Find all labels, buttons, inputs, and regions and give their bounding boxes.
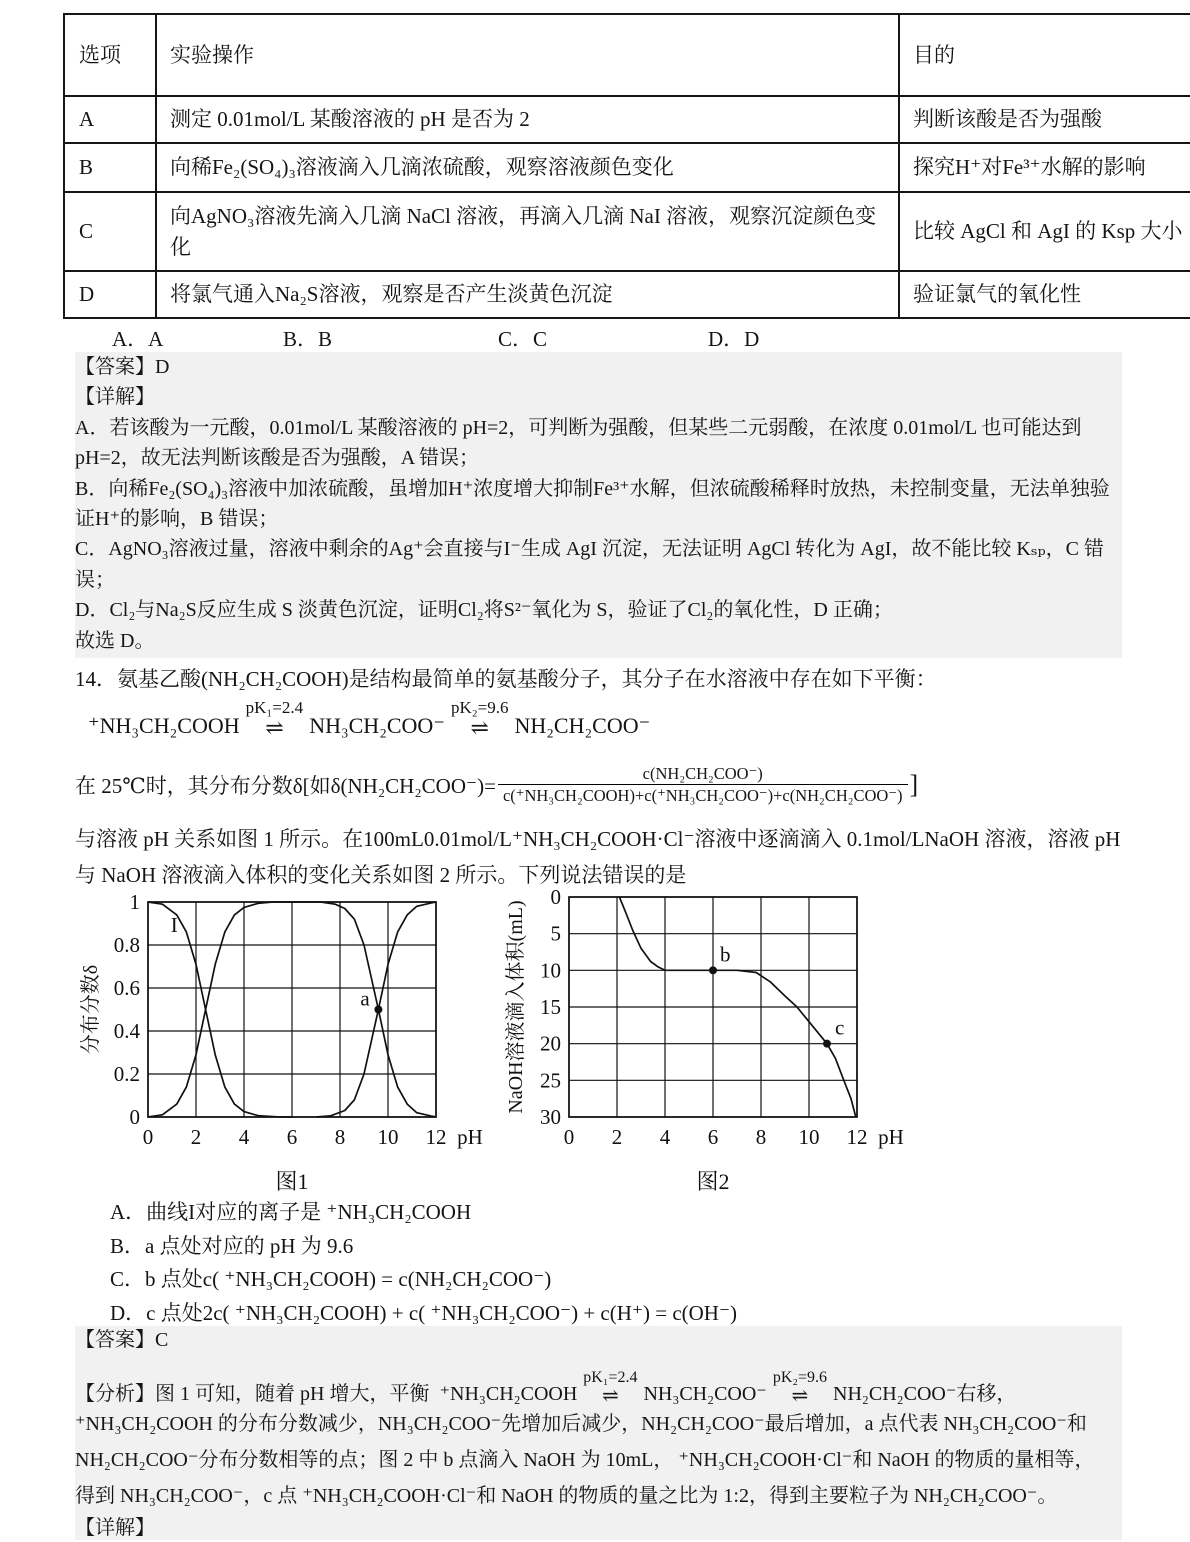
q13-detail-line: A．若该酸为一元酸，0.01mol/L 某酸溶液的 pH=2，可判断为强酸，但某些二元弱酸，在浓度 0.01mol/L 也可能达到 pH=2，故无法判断该酸是否为强酸，A 错误；	[75, 416, 1082, 470]
header-purpose: 目的	[899, 14, 1190, 96]
point-b	[709, 966, 717, 974]
row-option: A	[64, 96, 156, 143]
equilibrium-arrow-icon: ⇌	[470, 715, 489, 740]
fraction-numerator: c(NH₂CH₂COO⁻)	[642, 764, 763, 783]
x-tick-label: 2	[190, 1125, 202, 1149]
series-curve-I-⁺NH₃CH₂COOH	[148, 902, 292, 1117]
eq-left-formula: ⁺NH₃CH₂COOH	[88, 713, 240, 738]
header-operation: 实验操作	[156, 14, 899, 96]
figure-caption: 图2	[696, 1169, 730, 1194]
pk1-label: pK₁=2.4	[245, 698, 304, 717]
y-tick-label: 30	[540, 1105, 561, 1129]
q13-detail-line: 故选 D。	[75, 629, 155, 652]
q14-analysis-line: 得到 NH₃CH₂COO⁻，c 点 ⁺NH₃CH₂COOH·Cl⁻和 NaOH 的物质的量之比为 1:2，得到主要粒子为 NH₂CH₂COO⁻。	[75, 1485, 1058, 1507]
row-purpose: 探究H⁺对Fe³⁺水解的影响	[899, 143, 1190, 192]
q13-detail-line: C．AgNO₃溶液过量，溶液中剩余的Ag⁺会直接与I⁻生成 AgI 沉淀，无法证明 AgCl 转化为 AgI，故不能比较 Kₛₚ，C 错误；	[75, 538, 1104, 591]
y-tick-label: 25	[540, 1068, 561, 1093]
pk1-label: pK₁=2.4	[583, 1369, 638, 1386]
y-tick-label: 0	[550, 885, 561, 909]
table-row	[64, 271, 1190, 318]
x-tick-label: 10	[798, 1125, 820, 1149]
y-axis-label: 分布分数δ	[80, 964, 102, 1055]
row-purpose: 判断该酸是否为强酸	[899, 96, 1190, 143]
table-row	[64, 143, 1190, 192]
eq-right-formula: NH₂CH₂COO⁻	[833, 1383, 957, 1405]
y-tick-label: 10	[540, 958, 561, 983]
eq-mid-formula: NH₃CH₂COO⁻	[309, 713, 445, 738]
equilibrium-arrow-icon: ⇌	[601, 1385, 619, 1407]
choice-a: A．A	[112, 327, 164, 351]
eq-mid-formula: NH₃CH₂COO⁻	[643, 1383, 767, 1405]
eq-arrow-group-1	[583, 1369, 637, 1406]
table-row	[64, 96, 1190, 143]
choice-d: D．D	[708, 327, 760, 351]
q14-delta-formula	[75, 763, 918, 806]
row-operation: 将氯气通入Na₂S溶液，观察是否产生淡黄色沉淀	[156, 271, 899, 318]
q14-option-b: B．a 点处对应的 pH 为 9.6	[110, 1233, 354, 1258]
choice-c: C．C	[498, 327, 548, 351]
x-axis-label: pH	[878, 1125, 904, 1149]
q14-answer: 【答案】C	[75, 1329, 169, 1351]
pk2-label: pK₂=9.6	[450, 698, 509, 717]
analysis-prefix: 【分析】图 1 可知，随着 pH 增大，平衡	[75, 1383, 430, 1405]
table-row	[64, 192, 1190, 271]
eq-arrow-group-1	[246, 698, 304, 739]
x-tick-label: 2	[611, 1125, 623, 1149]
equilibrium-arrow-icon: ⇌	[265, 715, 284, 740]
q14-stem-line3: 与 NaOH 溶液滴入体积的变化关系如图 2 所示。下列说法错误的是	[75, 863, 687, 887]
y-tick-label: 15	[540, 995, 561, 1019]
q14-answer-block	[75, 1326, 1122, 1540]
y-tick-label: 0.8	[113, 933, 140, 957]
x-tick-label: 4	[659, 1125, 671, 1149]
eq-arrow-group-2	[773, 1369, 827, 1406]
q14-stem: 14．氨基乙酸(NH₂CH₂COOH)是结构最简单的氨基酸分子，其分子在水溶液中存在如下平衡：	[75, 667, 937, 691]
x-tick-label: 6	[286, 1125, 298, 1149]
point-c	[823, 1040, 831, 1048]
y-tick-label: 5	[550, 921, 561, 946]
q14-detail-label: 【详解】	[75, 1517, 155, 1539]
x-axis-label: pH	[457, 1125, 483, 1149]
q13-experiment-table	[63, 13, 1190, 319]
row-option: B	[64, 143, 156, 192]
q13-detail-line: D．Cl₂与Na₂S反应生成 S 淡黄色沉淀，证明Cl₂将S²⁻氧化为 S，验证了Cl₂的氧化性，D 正确；	[75, 599, 893, 622]
eq-right-formula: NH₂CH₂COO⁻	[514, 713, 651, 738]
delta-suffix: ]	[909, 769, 919, 799]
analysis-suffix: 右移，	[956, 1383, 1017, 1405]
q14-option-c: C．b 点处c( ⁺NH₃CH₂COOH) = c(NH₂CH₂COO⁻)	[110, 1267, 552, 1291]
x-tick-label: 6	[707, 1125, 719, 1149]
eq-left-formula: ⁺NH₃CH₂COOH	[439, 1383, 578, 1405]
y-tick-label: 0.4	[113, 1019, 140, 1043]
y-tick-label: 1	[129, 890, 140, 914]
x-tick-label: 12	[425, 1125, 447, 1149]
row-purpose: 比较 AgCl 和 AgI 的 Ksp 大小	[899, 192, 1190, 271]
choice-b: B．B	[283, 327, 333, 351]
point-a	[374, 1006, 382, 1014]
q14-options	[110, 1196, 1120, 1330]
q14-option-a: A．曲线I对应的离子是 ⁺NH₃CH₂COOH	[110, 1200, 472, 1224]
x-tick-label: 12	[846, 1125, 868, 1149]
row-purpose: 验证氯气的氧化性	[899, 271, 1190, 318]
q13-answer: 【答案】D	[75, 356, 170, 378]
q13-answer-block	[75, 352, 1122, 658]
x-tick-label: 8	[755, 1125, 767, 1149]
annotation-a: a	[360, 986, 370, 1011]
q14-stem-line2: 与溶液 pH 关系如图 1 所示。在100mL0.01mol/L⁺NH₃CH₂COOH·Cl⁻溶液中逐滴滴入 0.1mol/LNaOH 溶液，溶液 pH	[75, 827, 1121, 851]
x-tick-label: 0	[142, 1125, 154, 1149]
header-option: 选项	[64, 14, 156, 96]
x-tick-label: 8	[334, 1125, 346, 1149]
row-option: D	[64, 271, 156, 318]
delta-prefix: 在 25℃时，其分布分数δ[如δ(NH₂CH₂COO⁻)=	[75, 773, 496, 798]
y-tick-label: 0.2	[113, 1062, 140, 1086]
y-tick-label: 20	[540, 1031, 561, 1056]
q14-option-d: D．c 点处2c( ⁺NH₃CH₂COOH) + c( ⁺NH₃CH₂COO⁻) + c(H⁺) = c(OH⁻)	[110, 1300, 738, 1325]
q14-equilibrium	[88, 698, 650, 739]
row-option: C	[64, 192, 156, 271]
y-tick-label: 0.6	[113, 976, 140, 1000]
q13-choices-row	[0, 323, 1190, 353]
annotation-I: I	[170, 913, 178, 938]
delta-fraction	[498, 763, 908, 806]
figure1-distribution-chart	[70, 880, 488, 1210]
x-tick-label: 4	[238, 1125, 250, 1149]
y-axis-label: NaOH溶液滴入体积(mL)	[505, 900, 527, 1114]
eq-arrow-group-2	[451, 698, 509, 739]
annotation-c: c	[835, 1015, 845, 1040]
q13-detail-line: B．向稀Fe₂(SO₄)₃溶液中加浓硫酸，虽增加H⁺浓度增大抑制Fe³⁺水解，但浓硫酸稀释时放热，未控制变量，无法单独验证H⁺的影响，B 错误；	[75, 477, 1110, 531]
q14-analysis-line: ⁺NH₃CH₂COOH 的分布分数减少，NH₃CH₂COO⁻先增加后减少，NH₂CH₂COO⁻最后增加，a 点代表 NH₃CH₂COO⁻和	[75, 1413, 1087, 1435]
q14-analysis-equilibrium	[75, 1356, 1122, 1406]
q14-analysis-line: NH₂CH₂COO⁻分布分数相等的点；图 2 中 b 点滴入 NaOH 为 10mL， ⁺NH₃CH₂COOH·Cl⁻和 NaOH 的物质的量相等，	[75, 1449, 1095, 1471]
row-operation: 向AgNO₃溶液先滴入几滴 NaCl 溶液，再滴入几滴 NaI 溶液，观察沉淀颜色变化	[156, 192, 899, 271]
figure2-titration-chart	[488, 870, 933, 1200]
x-tick-label: 0	[563, 1125, 575, 1149]
fraction-denominator: c(⁺NH₃CH₂COOH)+c(⁺NH₃CH₂COO⁻)+c(NH₂CH₂COO⁻)	[498, 784, 908, 806]
x-tick-label: 10	[377, 1125, 399, 1149]
pk2-label: pK₂=9.6	[772, 1369, 828, 1386]
row-operation: 测定 0.01mol/L 某酸溶液的 pH 是否为 2	[156, 96, 899, 143]
y-tick-label: 0	[129, 1105, 140, 1129]
figure-caption: 图1	[275, 1169, 309, 1194]
table-header-row	[64, 14, 1190, 96]
q13-detail-label: 【详解】	[75, 386, 155, 409]
row-operation: 向稀Fe₂(SO₄)₃溶液滴入几滴浓硫酸，观察溶液颜色变化	[156, 143, 899, 192]
equilibrium-arrow-icon: ⇌	[791, 1385, 809, 1407]
annotation-b: b	[720, 942, 731, 967]
